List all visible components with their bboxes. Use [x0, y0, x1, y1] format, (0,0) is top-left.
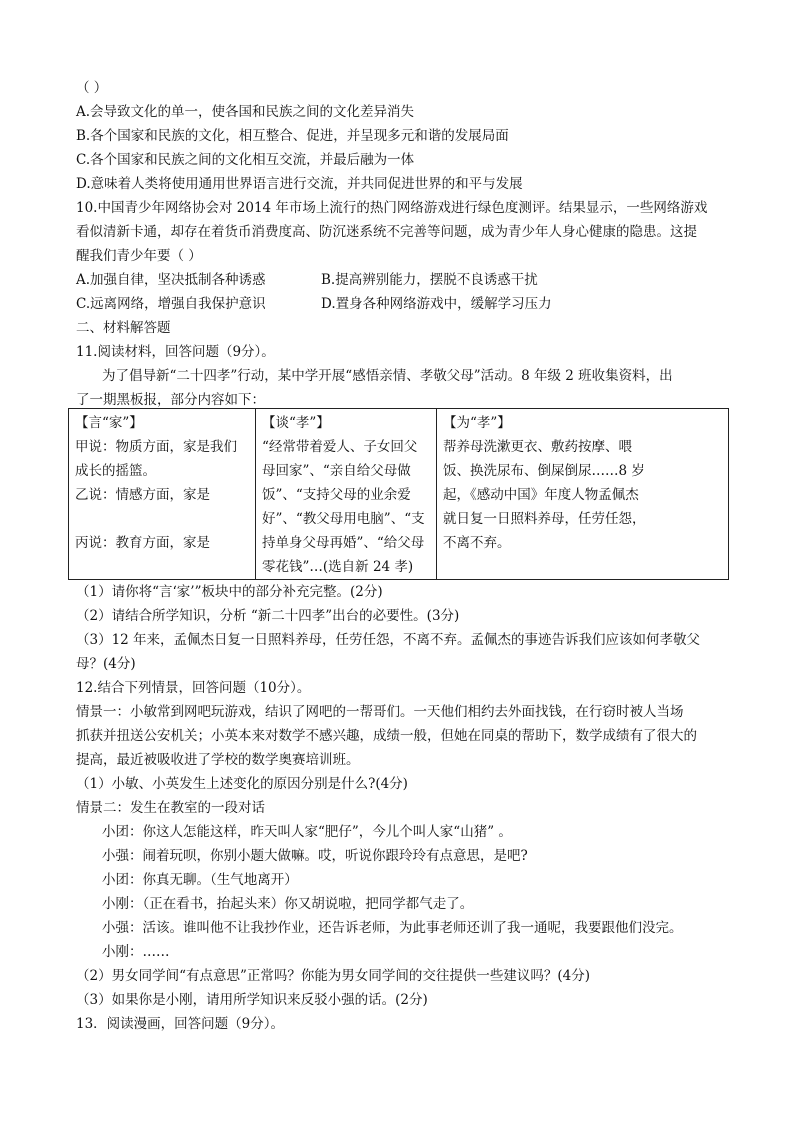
q12-scene1-line2: 抓获并扭送公安机关；小英本来对数学不感兴趣，成绩一般，但她在同桌的帮助下，数学成绩有了很大的 — [76, 728, 697, 744]
board-col-talk-header: 【谈“孝”】 — [262, 415, 330, 431]
board-col-family-line: 成长的摇篮。 — [75, 463, 156, 479]
q9-option-a: A.会导致文化的单一，使各国和民族之间的文化差异消失 — [76, 104, 415, 120]
q10-option-c: C.远离网络，增强自我保护意识 — [76, 296, 266, 312]
q12-scene1-line1: 情景一：小敏常到网吧玩游戏，结识了网吧的一帮哥们。一天他们相约去外面找钱，在行窃时被人当场 — [76, 704, 684, 720]
q12-question-2: （2）男女同学间“有点意思”正常吗？你能为男女同学间的交往提供一些建议吗？(4分) — [76, 968, 591, 984]
q11-intro-line2: 了一期黑板报，部分内容如下： — [76, 392, 265, 408]
board-col-talk-line: 饭”、“支持父母的业余爱 — [262, 487, 411, 503]
q9-option-d: D.意味着人类将使用通用世界语言进行交流，并共同促进世界的和平与发展 — [76, 176, 523, 192]
board-col-do-header: 【为“孝”】 — [443, 415, 511, 431]
q13-stem: 13．阅读漫画，回答问题（9分）。 — [76, 1016, 285, 1032]
q10-option-d: D.置身各种网络游戏中，缓解学习压力 — [321, 296, 552, 312]
q9-option-c: C.各个国家和民族之间的文化相互交流，并最后融为一体 — [76, 152, 415, 168]
board-col-talk-filial — [256, 409, 437, 580]
board-col-talk-line: 母回家”、“亲自给父母做 — [262, 463, 411, 479]
board-col-do-line: 饭、换洗尿布、倒屎倒尿……8 岁 — [443, 463, 645, 479]
q11-stem: 11.阅读材料，回答问题（9分）。 — [76, 344, 275, 360]
dialogue-line: 小刚：（正在看书，抬起头来）你又胡说啦，把同学都气走了。 — [102, 896, 474, 912]
board-col-family-line: 丙说：教育方面，家是 — [75, 535, 210, 551]
board-col-family — [69, 409, 256, 580]
q11-question-3-line2: 母？(4分) — [76, 656, 136, 672]
dialogue-line: 小刚：…… — [102, 944, 170, 960]
q9-option-b: B.各个国家和民族的文化，相互整合、促进，并呈现多元和谐的发展局面 — [76, 128, 509, 144]
board-col-family-header: 【言“家”】 — [75, 415, 143, 431]
dialogue-line: 小强：闹着玩呗，你别小题大做嘛。哎，听说你跟玲玲有点意思，是吧? — [102, 848, 528, 864]
q12-stem: 12.结合下列情景，回答问题（10分）。 — [76, 680, 311, 696]
q11-question-3-line1: （3）12 年来，孟佩杰日复一日照料养母，任劳任怨，不离不弃。孟佩杰的事迹告诉我们应该如何孝敬父 — [76, 632, 701, 648]
q10-option-a: A.加强自律，坚决抵制各种诱惑 — [76, 272, 266, 288]
board-col-talk-line: 持单身父母再婚”、“给父母 — [262, 535, 425, 551]
dialogue-line: 小团：你这人怎能这样，昨天叫人家“肥仔”，今儿个叫人家“山猪” 。 — [102, 824, 512, 840]
q11-intro-line1: 为了倡导新“二十四孝”行动，某中学开展“感悟亲情、孝敬父母”活动。8 年级 2 班收集资料，出 — [102, 368, 673, 384]
q12-scene2-title: 情景二：发生在教室的一段对话 — [76, 800, 265, 816]
q10-stem-line3: 醒我们青少年要（ ） — [76, 248, 202, 264]
board-col-do-line: 起，《感动中国》年度人物孟佩杰 — [443, 487, 639, 503]
q11-question-1: （1）请你将“言‘家’”板块中的部分补充完整。(2分) — [76, 584, 383, 600]
board-col-talk-line: 好”、“教父母用电脑”、“支 — [262, 511, 425, 527]
board-col-family-line: 甲说：物质方面，家是我们 — [75, 439, 237, 455]
q12-question-3: （3）如果你是小刚，请用所学知识来反驳小强的话。(2分) — [76, 992, 428, 1008]
dialogue-line: 小团：你真无聊。（生气地离开） — [102, 872, 298, 888]
q12-scene1-line3: 提高，最近被吸收进了学校的数学奥赛培训班。 — [76, 752, 360, 768]
q11-question-2: （2）请结合所学知识，分析 “新二十四孝”出台的必要性。(3分) — [76, 608, 460, 624]
blackboard-table — [68, 408, 729, 580]
q12-question-1: （1）小敏、小英发生上述变化的原因分别是什么?(4分) — [76, 776, 408, 792]
q10-stem-line2: 看似清新卡通，却存在着货币消费度高、防沉迷系统不完善等问题，成为青少年人身心健康的隐患。这提 — [76, 224, 697, 240]
board-col-talk-line: “经常带着爱人、子女回父 — [262, 439, 418, 455]
section-title: 二、材料解答题 — [76, 320, 171, 336]
q10-stem-line1: 10.中国青少年网络协会对 2014 年市场上流行的热门网络游戏进行绿色度测评。结果显示，一些网络游戏 — [76, 200, 708, 216]
answer-paren: （ ） — [76, 80, 108, 96]
board-col-family-line: 乙说：情感方面，家是 — [75, 487, 210, 503]
board-col-do-filial — [437, 409, 729, 580]
board-col-talk-line: 零花钱”…(选自新 24 孝) — [262, 559, 414, 575]
board-col-do-line: 就日复一日照料养母，任劳任怨， — [443, 511, 646, 527]
dialogue-line: 小强：活该。谁叫他不让我抄作业，还告诉老师，为此事老师还训了我一通呢，我要跟他们没完。 — [102, 920, 683, 936]
q10-option-b: B.提高辨别能力，摆脱不良诱惑干扰 — [321, 272, 538, 288]
board-col-do-line: 不离不弃。 — [443, 535, 511, 551]
board-col-do-line: 帮养母洗漱更衣、敷药按摩、喂 — [443, 439, 632, 455]
